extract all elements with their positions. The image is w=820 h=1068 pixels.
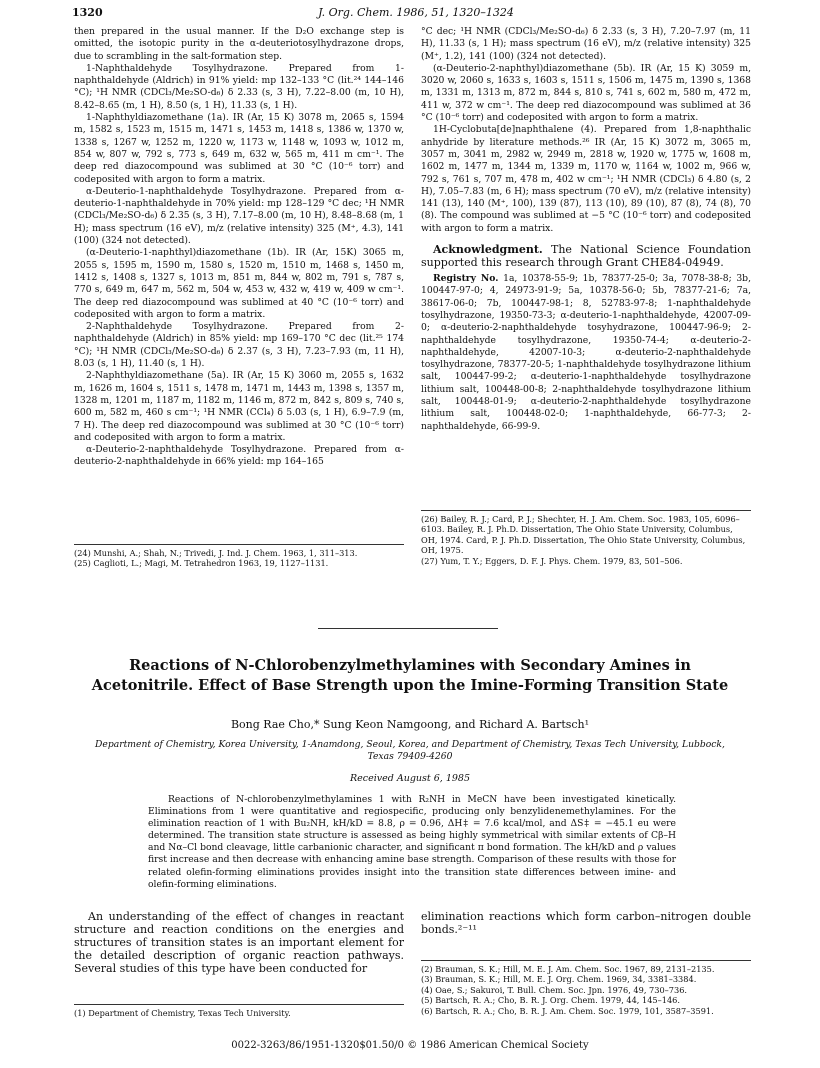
acknowledgment [421,243,751,269]
intro-left-footnotes [74,1004,404,1018]
paragraph: 2-Naphthaldehyde Tosylhydrazone. Prepared from 2-naphthaldehyde (Aldrich) in 85% yield: mp 169–170 °C dec (lit.²⁵ 174 °C); ¹H NMR (CDCl₃/Me₂SO-d₆) δ 2.37 (s, 3 H), 7.23–7.93 (m, 11 H), 8.03 (s, 1 H), 11.40 (s, 1 H). [74,321,404,370]
paragraph: 1-Naphthyldiazomethane (1a). IR (Ar, 15 K) 3078 m, 2065 s, 1594 m, 1582 s, 1523 m, 1515 m, 1471 s, 1453 m, 1418 s, 1386 w, 1370 w, 1338 s, 1267 w, 1252 m, 1220 w, 1173 w, 1148 w, 1093 w, 1012 m, 854 w, 807 w, 792 s, 773 s, 649 m, 632 w, 565 m, 411 m cm⁻¹. The deep red diazocompound was sublimed at 30 °C (10⁻⁶ torr) and codeposited with argon to form a matrix. [74,112,404,185]
footnote: (24) Munshi, A.; Shah, N.; Trivedi, J. Ind. J. Chem. 1963, 1, 311–313. [74,548,358,558]
paragraph: α-Deuterio-2-naphthaldehyde Tosylhydrazone. Prepared from α-deuterio-2-naphthaldehyde in 66% yield: mp 164–165 [74,444,404,468]
paragraph: α-Deuterio-1-naphthaldehyde Tosylhydrazone. Prepared from α-deuterio-1-naphthaldehyde in 70% yield: mp 128–129 °C dec; ¹H NMR (CDCl₃/Me₂SO-d₆) δ 2.35 (s, 3 H), 7.17–8.00 (m, 10 H), 8.48–8.68 (m, 1 H); mass spectrum (16 eV), m/z (relative intensity) 325 (M⁺, 4.3), 141 (100) (324 not detected). [74,185,404,247]
abstract: Reactions of N-chlorobenzylmethylamines 1 with R₂NH in MeCN have been investigated kinetically. Eliminations from 1 were quantitative and regiospecific, producing only benzylidenemethylamines. For the elimination reaction of 1 with Bu₂NH, kH/kD = 8.8, ρ = 0.96, ΔH‡ = 7.6 kcal/mol, and ΔS‡ = −45.1 eu were determined. The transition state structure is assessed as being highly symmetrical with similar extents of Cβ–H and Nα–Cl bond cleavage, little carbanionic character, and significant π bond formation. The kH/kD and ρ values first increase and then decrease with enhancing amine base strength. Comparison of these results with those for related olefin-forming eliminations provides insight into the transition state differences between imine- and olefin-forming eliminations. [148,794,676,890]
intro-left-text: An understanding of the effect of changes in reactant structure and reaction conditions on the energies and structures of transition states is an important element for the detailed description of organic reaction pathways. Several studies of this type have been conducted for [74,910,404,975]
paragraph: then prepared in the usual manner. If the D₂O exchange step is omitted, the isotopic purity in the α-deuteriotosylhydrazone drops, due to scrambling in the salt-formation step. [74,26,404,62]
running-header [72,6,760,22]
footnote: (4) Oae, S.; Sakuroi, T. Bull. Chem. Soc. Jpn. 1976, 49, 730–736. [421,984,688,995]
paragraph: 1-Naphthaldehyde Tosylhydrazone. Prepared from 1-naphthaldehyde (Aldrich) in 91% yield: mp 132–133 °C (lit.²⁴ 144–146 °C); ¹H NMR (CDCl₃/Me₂SO-d₆) δ 2.33 (s, 3 H), 7.22–8.00 (m, 10 H), 8.42–8.65 (m, 1 H), 8.50 (s, 1 H), 11.33 (s, 1 H). [74,62,404,111]
footnote: (26) Bailey, R. J.; Card, P. J.; Shechter, H. J. Am. Chem. Soc. 1983, 105, 6096–6103. Bailey, R. J. Ph.D. Dissertation, The Ohio State University, Columbus, OH, 1974. Card, P. J. Ph.D. Dissertation, The Ohio State University, Columbus, OH, 1975. [421,514,746,556]
footnote: (3) Brauman, S. K.; Hill, M. E. J. Org. Chem. 1969, 34, 3381–3384. [421,974,697,985]
left-footnotes [74,544,404,569]
acknowledgment-text: The National Science Foundation supported this research through Grant CHE84-04949. [421,243,751,270]
article-title: Reactions of N-Chlorobenzylmethylamines with Secondary Amines in Acetonitrile. Effect of Base Strength upon the Imine-Forming Transition State [91,657,729,694]
paragraph: (α-Deuterio-2-naphthyl)diazomethane (5b). IR (Ar, 15 K) 3059 m, 3020 w, 2060 s, 1633 s, 1603 s, 1511 s, 1506 m, 1475 m, 1390 s, 1368 m, 1331 m, 1313 m, 872 m, 844 s, 810 s, 741 s, 602 m, 580 m, 472 m, 411 w, 372 w cm⁻¹. The deep red diazocompound was sublimed at 36 °C (10⁻⁶ torr) and codeposited with argon to form a matrix. [421,62,751,124]
article-authors: Bong Rae Cho,* Sung Keon Namgoong, and Richard A. Bartsch¹ [230,718,590,731]
paragraph: (α-Deuterio-1-naphthyl)diazomethane (1b). IR (Ar, 15K) 3065 m, 2055 s, 1595 m, 1590 m, 1580 s, 1520 m, 1510 m, 1468 s, 1450 m, 1412 s, 1408 s, 1327 s, 1013 m, 851 m, 844 w, 802 m, 791 s, 787 s, 770 s, 649 m, 647 m, 562 m, 504 w, 453 w, 432 w, 419 w, 409 w cm⁻¹. The deep red diazocompound was sublimed at 40 °C (10⁻⁶ torr) and codeposited with argon to form a matrix. [74,247,404,320]
received-date: Received August 6, 1985 [350,773,470,784]
right-column [421,26,751,433]
footnote: (1) Department of Chemistry, Texas Tech University. [74,1008,291,1018]
journal-citation: J. Org. Chem. 1986, 51, 1320–1324 [318,6,514,19]
footnote: (25) Caglioti, L.; Magi, M. Tetrahedron 1963, 19, 1127–1131. [74,558,329,569]
left-column [74,26,404,469]
intro-right-text: elimination reactions which form carbon–nitrogen double bonds.²⁻¹¹ [421,910,751,936]
registry-head: Registry No. [433,273,499,285]
paragraph: 2-Naphthyldiazomethane (5a). IR (Ar, 15 K) 3060 m, 2055 s, 1632 m, 1626 m, 1604 s, 1511 s, 1478 m, 1471 m, 1443 m, 1398 s, 1357 m, 1328 m, 1201 m, 1187 m, 1182 m, 1146 m, 872 m, 842 s, 809 s, 740 s, 600 m, 582 m, 460 s cm⁻¹; ¹H NMR (CCl₄) δ 5.03 (s, 1 H), 6.9–7.9 (m, 7 H). The deep red diazocompound was sublimed at 30 °C (10⁻⁶ torr) and codeposited with argon to form a matrix. [74,370,404,443]
intro-right-footnotes [421,960,751,1016]
registry-text: 1a, 10378-55-9; 1b, 78377-25-0; 3a, 7078-38-8; 3b, 100447-97-0; 4, 24973-91-9; 5a, 10378-56-0; 5b, 78377-21-6; 7a, 38617-06-0; 7b, 100447-98-1; 8, 52783-97-8; 1-naphthaldehyde tosylhydrazone, 19350-73-3; α-deuterio-1-naphthaldehyde, 42007-09-0; α-deuterio-2-naphthaldehyde tosyhydrazone, 100447-96-9; 2-naphthaldehyde tosylhydrazone, 19350-74-4; α-deuterio-2-naphthaldehyde, 42007-10-3; α-deuterio-2-naphthaldehyde tosylhydrazone, 78377-20-5; 1-naphthaldehyde tosylhydrazone lithium salt, 100447-99-2; α-deuterio-1-naphthaldehyde tosylhydrazone lithium salt, 100448-00-8; 2-naphthaldehyde tosylhydrazone lithium salt, 100448-01-9; α-deuterio-2-naphthaldehyde tosylhydrazone lithium salt, 100448-02-0; 1-naphthaldehyde, 66-77-3; 2-naphthaldehyde, 66-99-9. [421,273,751,432]
paragraph: °C dec; ¹H NMR (CDCl₃/Me₂SO-d₆) δ 2.33 (s, 3 H), 7.20–7.97 (m, 11 H), 11.33 (s, 1 H); mass spectrum (16 eV), m/z (relative intensity) 325 (M⁺, 1.2), 141 (100) (324 not detected). [421,26,751,62]
right-footnotes [421,510,751,566]
footnote: (2) Brauman, S. K.; Hill, M. E. J. Am. Chem. Soc. 1967, 89, 2131–2135. [421,964,715,974]
paragraph: 1H-Cyclobuta[de]naphthalene (4). Prepared from 1,8-naphthalic anhydride by literature methods.²⁶ IR (Ar, 15 K) 3072 m, 3065 m, 3057 m, 3041 m, 2982 w, 2949 m, 2818 w, 1920 w, 1775 w, 1608 m, 1602 m, 1477 m, 1344 m, 1339 m, 1170 w, 1164 w, 1002 m, 966 w, 792 s, 761 s, 707 m, 478 m, 402 w cm⁻¹; ¹H NMR (CDCl₃) δ 4.80 (s, 2 H), 7.05–7.83 (m, 6 H); mass spectrum (70 eV), m/z (relative intensity) 141 (13), 140 (M⁺, 100), 139 (87), 113 (10), 89 (10), 87 (8), 74 (8), 70 (8). The compound was sublimed at −5 °C (10⁻⁶ torr) and codeposited with argon to form a matrix. [421,124,751,234]
acknowledgment-head: Acknowledgment. [433,243,543,257]
footnote: (27) Yum, T. Y.; Eggers, D. F. J. Phys. Chem. 1979, 83, 501–506. [421,555,683,566]
footnote: (6) Bartsch, R. A.; Cho, B. R. J. Am. Chem. Soc. 1979, 101, 3587–3591. [421,1005,714,1016]
copyright-footer: 0022-3263/86/1951-1320$01.50/0 © 1986 American Chemical Society [231,1040,589,1051]
section-divider [318,628,498,629]
article-affiliation: Department of Chemistry, Korea University, 1-Anamdong, Seoul, Korea, and Department of Chemistry, Texas Tech University, Lubbock, Texas 79409-4260 [95,739,725,762]
page-number: 1320 [72,6,103,19]
registry-numbers [421,273,751,433]
footnote: (5) Bartsch, R. A.; Cho, B. R. J. Org. Chem. 1979, 44, 145–146. [421,995,680,1006]
